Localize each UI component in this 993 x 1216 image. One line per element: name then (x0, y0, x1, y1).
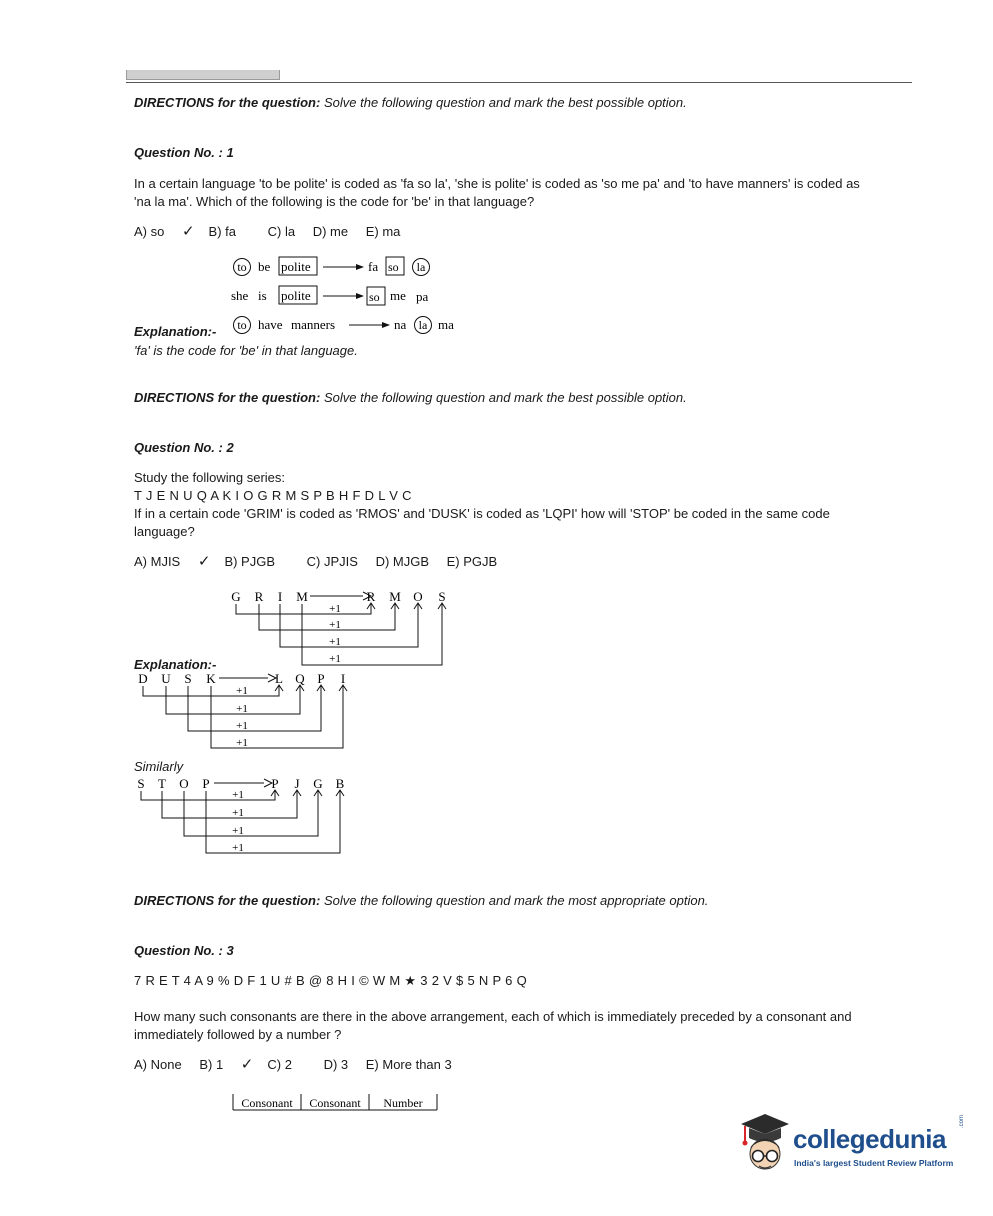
q2-explanation-label: Explanation:- (134, 657, 217, 672)
stop-dst-2: J (294, 776, 300, 791)
q2-option-d[interactable]: D) MJGB (375, 554, 430, 569)
q1-code-ma: ma (438, 317, 454, 332)
q3-table-header (230, 1092, 442, 1114)
svg-text:+1: +1 (236, 685, 248, 697)
logo-tagline: India's largest Student Review Platform (794, 1158, 954, 1168)
q1-text-line2: 'na la ma'. Which of the following is the code for 'be' in that language? (134, 194, 535, 209)
q1-code-la: la (416, 260, 426, 274)
correct-check-icon: ✓ (197, 553, 211, 570)
q2-option-b[interactable]: ✓ B) PJGB (197, 553, 276, 570)
svg-text:+1: +1 (329, 653, 341, 665)
grim-dst-3: O (413, 589, 423, 604)
dusk-src-1: D (138, 671, 148, 686)
svg-text:+1: +1 (236, 720, 248, 732)
q2-option-c[interactable]: C) JPJIS (306, 554, 358, 569)
q1-word-polite-2: polite (281, 288, 311, 303)
q2-number: Question No. : 2 (134, 440, 234, 455)
dusk-dst-4: I (340, 671, 346, 686)
q2-directions: DIRECTIONS for the question: Solve the following question and mark the best possible option. (134, 390, 687, 405)
stop-src-4: P (202, 776, 210, 791)
q3-options (134, 1056, 466, 1074)
stop-dst-3: G (313, 776, 323, 791)
table-header-consonant-1: Consonant (241, 1096, 293, 1110)
header-tab (126, 70, 280, 80)
q1-code-so: so (388, 260, 399, 274)
logo-wordmark: collegedunia (793, 1124, 946, 1154)
q1-text-line1: In a certain language 'to be polite' is coded as 'fa so la', 'she is polite' is coded as 'so me pa' and 'to have manners' is coded as (134, 176, 860, 191)
svg-text:+1: +1 (232, 789, 244, 801)
stop-src-1: S (137, 776, 145, 791)
q2-dusk-diagram (134, 668, 359, 753)
q1-directions: DIRECTIONS for the question: Solve the following question and mark the best possible option. (134, 95, 687, 110)
q1-option-b[interactable]: ✓ B) fa (181, 223, 237, 240)
svg-text:+1: +1 (236, 737, 248, 749)
q2-stop-diagram (134, 773, 359, 858)
logo-suffix: .com (959, 1114, 965, 1128)
q2-grim-diagram (225, 585, 455, 670)
dusk-src-2: U (161, 671, 171, 686)
dusk-dst-1: L (275, 671, 283, 686)
grim-src-4: M (296, 589, 308, 604)
svg-text:+1: +1 (329, 636, 341, 648)
q1-word-manners: manners (291, 317, 336, 332)
q1-word-polite: polite (281, 259, 311, 274)
q3-option-d[interactable]: D) 3 (323, 1057, 349, 1072)
q1-explanation-label: Explanation:- (134, 324, 217, 339)
q1-code-na: na (394, 317, 407, 332)
stop-dst-4: B (335, 776, 345, 791)
q1-word-be: be (258, 259, 271, 274)
q2-similarly: Similarly (134, 759, 184, 774)
svg-text:+1: +1 (329, 603, 341, 615)
grim-dst-4: S (438, 589, 446, 604)
q2-series: T J E N U Q A K I O G R M S P B H F D L V C (134, 488, 412, 503)
q3-text-line1: How many such consonants are there in the above arrangement, each of which is immediately preceded by a consonant and (134, 1009, 852, 1024)
grim-src-1: G (231, 589, 241, 604)
q2-text-line2: language? (134, 524, 195, 539)
graduate-mascot-icon (735, 1108, 795, 1178)
grim-src-3: I (277, 589, 283, 604)
q3-directions: DIRECTIONS for the question: Solve the following question and mark the most appropriate option. (134, 893, 709, 908)
svg-text:+1: +1 (232, 825, 244, 837)
dusk-dst-3: P (317, 671, 325, 686)
dusk-dst-2: Q (295, 671, 305, 686)
q1-diagram (225, 252, 485, 342)
correct-check-icon: ✓ (240, 1056, 254, 1073)
stop-dst-1: P (271, 776, 279, 791)
q2-intro: Study the following series: (134, 470, 286, 485)
q1-word-to: to (237, 260, 247, 274)
correct-check-icon: ✓ (181, 223, 195, 240)
table-header-number: Number (383, 1096, 423, 1110)
q1-code-so-2: so (369, 290, 380, 304)
q1-code-pa: pa (416, 289, 429, 304)
grim-dst-1: R (366, 589, 376, 604)
svg-text:+1: +1 (236, 703, 248, 715)
q1-option-d[interactable]: D) me (312, 224, 349, 239)
stop-src-3: O (179, 776, 189, 791)
q1-explanation-text: 'fa' is the code for 'be' in that language. (134, 343, 358, 358)
q2-options (134, 553, 511, 571)
svg-text:+1: +1 (232, 807, 244, 819)
q1-number: Question No. : 1 (134, 145, 234, 160)
svg-text:+1: +1 (329, 619, 341, 631)
collegedunia-logo[interactable] (735, 1108, 965, 1178)
q2-text-line1: If in a certain code 'GRIM' is coded as 'RMOS' and 'DUSK' is coded as 'LQPI' how will 'STOP' be coded in the same code (134, 506, 830, 521)
grim-dst-2: M (389, 589, 401, 604)
q1-option-a[interactable]: A) so (134, 224, 165, 239)
grim-src-2: R (254, 589, 264, 604)
q3-arrangement: 7 R E T 4 A 9 % D F 1 U # B @ 8 H I © W M ★ 3 2 V $ 5 N P 6 Q (134, 973, 528, 988)
q1-code-la-2: la (418, 318, 428, 332)
header-rule (126, 82, 912, 83)
q1-option-e[interactable]: E) ma (365, 224, 401, 239)
q3-number: Question No. : 3 (134, 943, 234, 958)
svg-text:+1: +1 (232, 842, 244, 854)
table-header-consonant-2: Consonant (309, 1096, 361, 1110)
q3-option-e[interactable]: E) More than 3 (365, 1057, 452, 1072)
q3-option-c[interactable]: ✓ C) 2 (240, 1056, 292, 1073)
q1-word-have: have (258, 317, 283, 332)
q1-code-me: me (390, 288, 406, 303)
q3-option-b[interactable]: B) 1 (199, 1057, 224, 1072)
q1-word-to-2: to (237, 318, 247, 332)
q1-word-is: is (258, 288, 267, 303)
dusk-src-3: S (184, 671, 192, 686)
q1-code-fa: fa (368, 259, 379, 274)
dusk-src-4: K (206, 671, 216, 686)
stop-src-2: T (158, 776, 166, 791)
q1-options (134, 223, 414, 241)
q3-text-line2: immediately followed by a number ? (134, 1027, 342, 1042)
q2-option-a[interactable]: A) MJIS (134, 554, 181, 569)
q3-option-a[interactable]: A) None (134, 1057, 182, 1072)
q2-option-e[interactable]: E) PGJB (446, 554, 498, 569)
q1-word-she: she (231, 288, 249, 303)
q1-option-c[interactable]: C) la (267, 224, 296, 239)
